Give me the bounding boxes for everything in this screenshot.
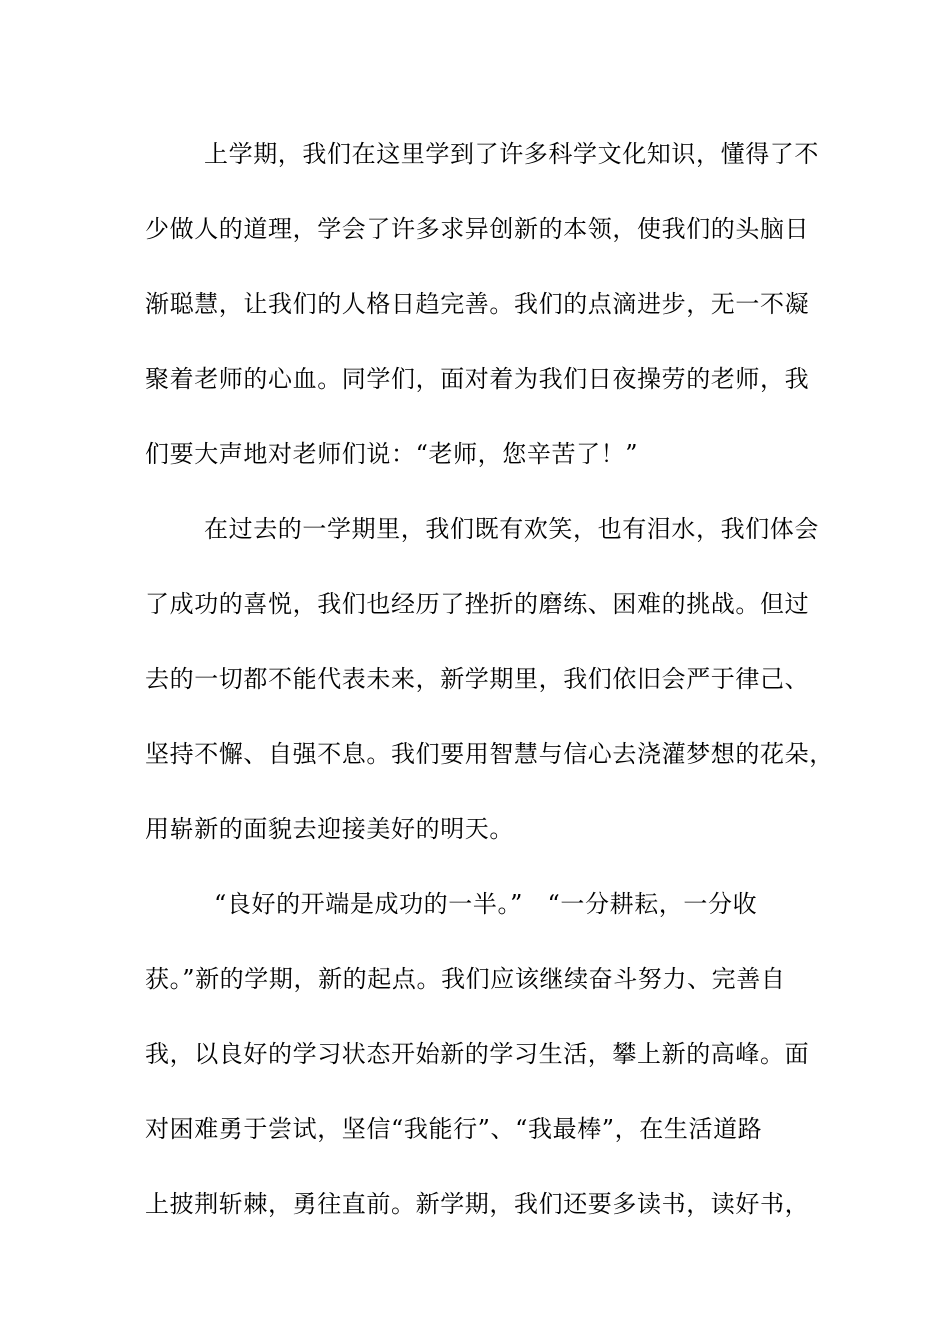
paragraph-3-line-5: 上披荆斩棘，勇往直前。新学期，我们还要多读书，读好书， (145, 1190, 810, 1218)
paragraph-1-line-1: 上学期，我们在这里学到了许多科学文化知识，懂得了不 (204, 140, 819, 168)
paragraph-2-line-3: 去的一切都不能代表未来，新学期里，我们依旧会严于律己、 (145, 665, 810, 693)
paragraph-2-line-1: 在过去的一学期里，我们既有欢笑，也有泪水，我们体会 (204, 515, 819, 543)
paragraph-3-line-3: 我，以良好的学习状态开始新的学习生活，攀上新的高峰。面 (145, 1040, 810, 1068)
paragraph-1-line-4: 聚着老师的心血。同学们，面对着为我们日夜操劳的老师，我 (145, 365, 810, 393)
paragraph-2-line-5: 用崭新的面貌去迎接美好的明天。 (145, 815, 514, 843)
paragraph-2-line-2: 了成功的喜悦，我们也经历了挫折的磨练、困难的挑战。但过 (145, 590, 810, 618)
paragraph-1-line-3: 渐聪慧，让我们的人格日趋完善。我们的点滴进步，无一不凝 (145, 290, 810, 318)
paragraph-3-line-2: 获。”新的学期，新的起点。我们应该继续奋斗努力、完善自 (145, 965, 786, 993)
paragraph-3-line-4: 对困难勇于尝试，坚信“我能行”、“我最棒”，在生活道路 (145, 1115, 763, 1143)
paragraph-2-line-4: 坚持不懈、自强不息。我们要用智慧与信心去浇灌梦想的花朵， (145, 740, 834, 768)
paragraph-3-line-1: “良好的开端是成功的一半。” “一分耕耘，一分收 (214, 890, 758, 918)
paragraph-1-line-5: 们要大声地对老师们说：“老师，您辛苦了！” (145, 440, 639, 468)
paragraph-1-line-2: 少做人的道理，学会了许多求异创新的本领，使我们的头脑日 (145, 215, 810, 243)
